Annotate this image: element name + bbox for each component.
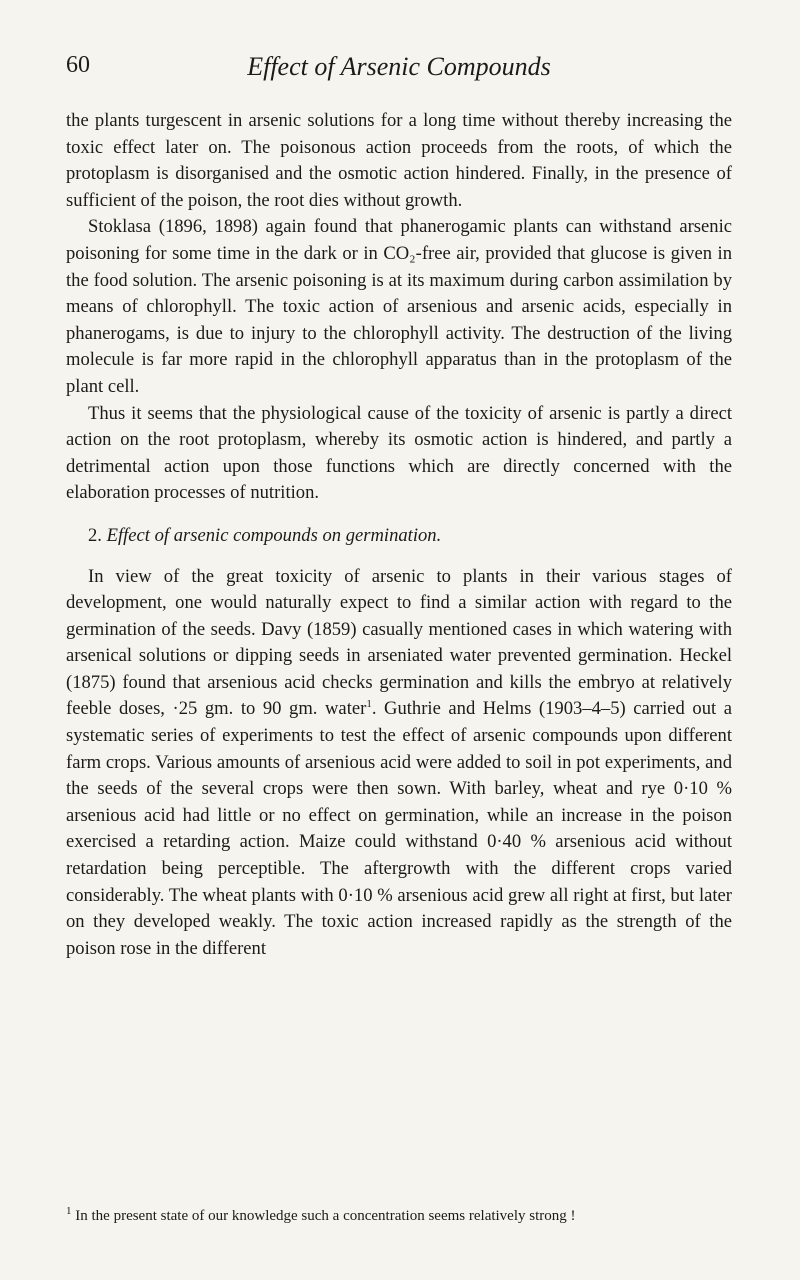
footnote-marker: 1: [66, 1205, 72, 1217]
paragraph-germination-part2: . Guthrie and Helms (1903–4–5) carried out a systematic series of experiments to test the effect of arsenic compounds upon different farm crops. Various amounts of arsenious acid were added to soil in pot experiments, and the seeds of the several crops were then sown. With barley, wheat and rye 0·10 % arsenious acid had little or no effect on germination, while an increase in the poison exercised a retarding action. Maize could withstand 0·40 % arsenious acid without retardation being perceptible. The aftergrowth with the different crops varied considerably. The wheat plants with 0·10 % arsenious acid grew all right at first, but later on they developed weakly. The toxic action increased rapidly as the strength of the poison rose in the different: [66, 698, 732, 959]
paragraph-germination: [66, 564, 732, 963]
body-text: [66, 108, 732, 962]
section-number: 2.: [88, 524, 102, 546]
footnote-text: In the present state of our knowledge such a concentration seems relatively strong !: [75, 1208, 576, 1224]
section-heading: [66, 523, 732, 550]
footnote: [66, 1206, 732, 1226]
paragraph-conclusion: Thus it seems that the physiological cause of the toxicity of arsenic is partly a direct action on the root protoplasm, whereby its osmotic action is hindered, and partly a detrimental action upon those functions which are directly concerned with the elaboration processes of nutrition.: [66, 402, 732, 504]
footnote-reference: 1: [366, 698, 372, 711]
page-header: [66, 52, 732, 92]
section-title: Effect of arsenic compounds on germination.: [106, 524, 442, 546]
paragraph-continued: the plants turgescent in arsenic solutions for a long time without thereby increasing the toxic effect later on. The poisonous action proceeds from the roots, of which the protoplasm is disorganised and the osmotic action hindered. Finally, in the presence of sufficient of the poison, the root dies without growth.: [66, 110, 732, 211]
page-number: 60: [66, 52, 90, 78]
running-title: Effect of Arsenic Compounds: [247, 52, 551, 81]
paragraph-stoklasa: Stoklasa (1896, 1898) again found that phanerogamic plants can withstand arsenic poisoning for some time in the dark or in CO₂-free air, provided that glucose is given in the food solution. The arsenic poisoning is at its maximum during carbon assimilation by means of chlorophyll. The toxic action of arsenious and arsenic acids, especially in phanerogams, is due to injury to the chlorophyll activity. The destruction of the living molecule is far more rapid in the chlorophyll apparatus than in the protoplasm of the plant cell.: [66, 216, 732, 397]
paragraph-germination-part1: In view of the great toxicity of arsenic to plants in their various stages of development, one would naturally expect to find a similar action with regard to the germination of the seeds. Davy (1859) casually mentioned cases in which watering with arsenical solutions or dipping seeds in arseniated water prevented germination. Heckel (1875) found that arsenious acid checks germination and kills the embryo at relatively feeble doses, ·25 gm. to 90 gm. water: [66, 565, 732, 720]
